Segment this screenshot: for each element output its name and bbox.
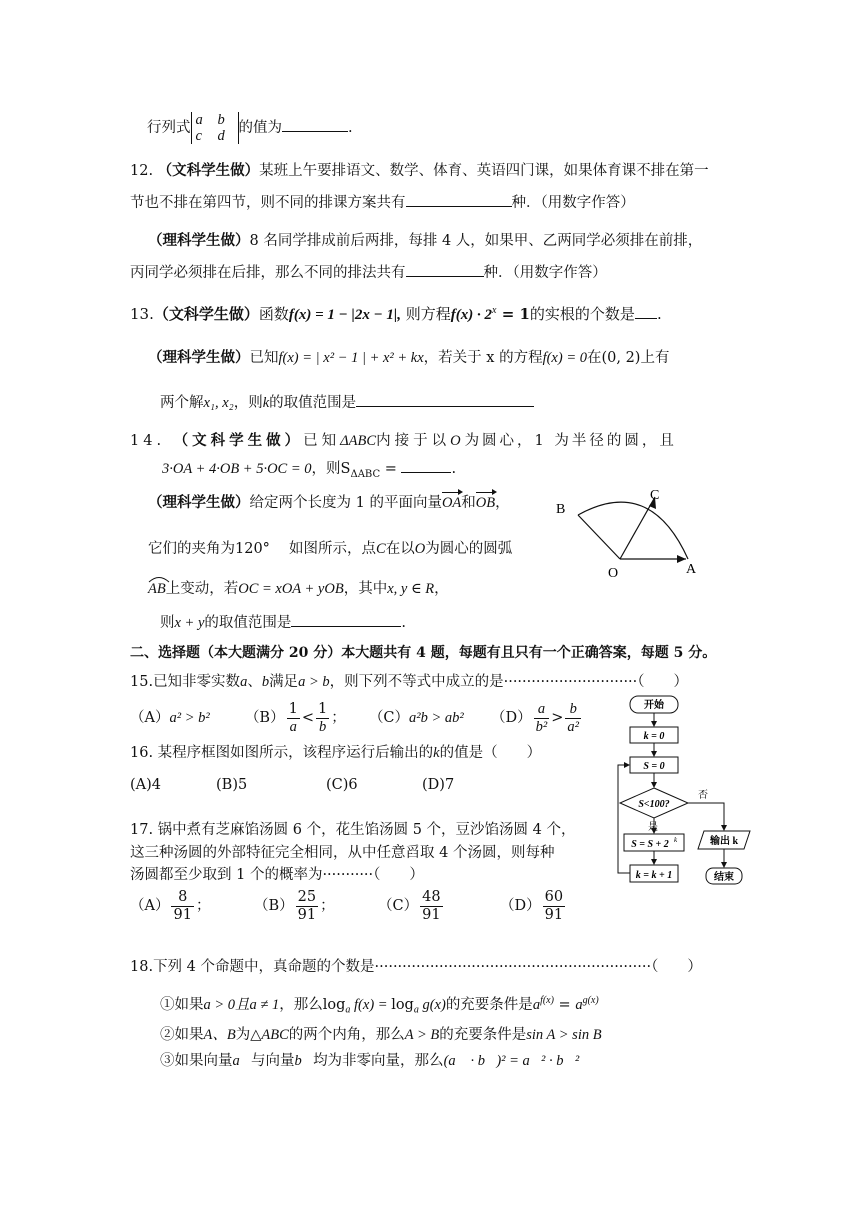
q18-prop3: ③如果向量a⃗与向量b⃗均为非零向量，那么(a⃗ · b⃗)² = a⃗² · b⃗²: [160, 1053, 580, 1069]
option-C[interactable]: （C） $\frac{48}{91}$: [378, 888, 441, 923]
label-O: O: [608, 566, 619, 581]
label-B: B: [556, 502, 566, 517]
option-A[interactable]: （A）a² > b²: [130, 710, 210, 726]
q14-li-line4: 则x + y的取值范围是 .: [160, 612, 406, 634]
q15-options: [130, 700, 583, 736]
option-B[interactable]: (B)5: [216, 777, 248, 793]
option-A[interactable]: （A） $\frac{8}{91}$ ；: [130, 888, 211, 923]
answer-blank[interactable]: [401, 458, 451, 473]
q13-wen-line: 13.（文科学生做）函数f(x) = 1 − |2x − 1|, 则方程$f(x) \cdot 2^x = 1$的实根的个数是 .: [130, 305, 662, 323]
svg-text:S = 0: S = 0: [643, 761, 665, 772]
q12-li-line1: （理科学生做）8 名同学排成前后两排，每排 4 人，如果甲、乙两同学必须排在前排，: [148, 232, 703, 249]
svg-text:k: k: [674, 836, 678, 844]
q13-li-line1: （理科学生做）已知f(x) = | x² − 1 | + x² + kx，若关于 x 的方程f(x) = 0在(0, 2)上有: [148, 349, 670, 366]
svg-text:S = S + 2: S = S + 2: [631, 839, 669, 850]
option-C[interactable]: (C)6: [326, 777, 358, 793]
q16-options: [130, 774, 454, 796]
option-B[interactable]: （B） $\frac{1}{a}$ < $\frac{1}{b}$ ；: [244, 700, 346, 735]
q15-line: 15.已知非零实数a、b满足a > b，则下列不等式中成立的是·····························（ ）: [130, 674, 689, 690]
q17-line3: 汤圆都至少取到 1 个的概率为···········（ ）: [130, 867, 424, 883]
svg-text:输出 k: 输出 k: [709, 836, 739, 847]
q17-line1: 17. 锅中煮有芝麻馅汤圆 6 个，花生馅汤圆 5 个，豆沙馅汤圆 4 个，: [130, 822, 576, 838]
option-D[interactable]: （D） $\frac{60}{91}$: [500, 888, 564, 923]
q14-wen-line1: 14. （文科学生做）已知ΔABC内接于以O为圆心，1 为半径的圆，且: [130, 432, 677, 449]
q14-li-line2: 它们的夹角为120° 如图所示，点C在以O为圆心的圆弧: [148, 541, 513, 557]
vector-OB: [578, 515, 620, 559]
vector-arc-figure: [550, 485, 720, 585]
svg-text:是: 是: [648, 822, 658, 833]
svg-text:开始: 开始: [644, 700, 664, 711]
label-C: C: [650, 488, 660, 503]
arc-path: [578, 502, 688, 559]
determinant: a b c d: [191, 112, 239, 144]
q17-options: [130, 886, 567, 926]
q11-line: 行列式 a b c d 的值为 .: [147, 112, 353, 144]
svg-text:否: 否: [698, 790, 708, 801]
q13-li-line2: 两个解x₁, x₂，则k的取值范围是: [160, 392, 534, 414]
q18-prop2: ②如果A、B为△ABC的两个内角，那么A > B的充要条件是sin A > sin B: [160, 1027, 602, 1043]
flowchart: [612, 692, 760, 904]
svg-text:S<100?: S<100?: [638, 799, 670, 810]
q14-li-line1: （理科学生做）给定两个长度为 1 的平面向量OA和OB，: [148, 492, 510, 514]
q12-wen-line2: 节也不排在第四节，则不同的排课方案共有 种．（用数字作答）: [130, 192, 635, 214]
option-D[interactable]: (D)7: [422, 777, 455, 793]
q14-li-line3: AB 上变动，若OC = xOA + yOB，其中x, y ∈ R，: [148, 578, 449, 600]
q17-line2: 这三种汤圆的外部特征完全相同，从中任意舀取 4 个汤圆，则每种: [130, 845, 555, 861]
answer-blank[interactable]: [291, 612, 401, 627]
option-A[interactable]: (A)4: [130, 777, 162, 793]
q16-line: 16. 某程序框图如图所示，该程序运行后输出的k的值是（ ）: [130, 745, 542, 761]
section-2-title: 二、选择题（本大题满分 20 分）本大题共有 4 题，每题有且只有一个正确答案，每题 5 分。: [130, 645, 717, 661]
svg-text:结束: 结束: [714, 872, 734, 883]
arc-AB: AB: [148, 581, 166, 597]
answer-blank[interactable]: [406, 262, 484, 277]
q14-wen-line2: 3·OA + 4·OB + 5·OC = 0，则$S_{\Delta ABC}$ = .: [162, 458, 456, 486]
q18-prop1: ①如果a > 0且a ≠ 1，那么$\log_a f(x) = \log_a g(x)$的充要条件是$a^{f(x)} = a^{g(x)}$: [160, 995, 599, 1016]
svg-text:k = k + 1: k = k + 1: [635, 870, 673, 881]
svg-text:k = 0: k = 0: [643, 731, 665, 742]
q18-line: 18.下列 4 个命题中，真命题的个数是····························································（ ）: [130, 959, 702, 975]
option-C[interactable]: （C）a²b > ab²: [368, 710, 464, 726]
answer-blank[interactable]: [282, 117, 348, 132]
q12-wen-line1: 12. （文科学生做）某班上午要排语文、数学、体育、英语四门课，如果体育课不排在第一: [130, 162, 709, 179]
arrow-A: [677, 555, 686, 563]
option-D[interactable]: （D） $\frac{a}{\text{b²}}$ > $\frac{b}{\text{a²}}$: [491, 700, 580, 735]
q12-li-line2: 丙同学必须排在后排，那么不同的排法共有 种．（用数字作答）: [130, 262, 607, 284]
answer-blank[interactable]: [635, 304, 657, 319]
label-A: A: [686, 562, 697, 577]
answer-blank[interactable]: [406, 192, 512, 207]
option-B[interactable]: （B） $\frac{25}{91}$ ；: [254, 888, 335, 923]
answer-blank[interactable]: [356, 392, 534, 407]
